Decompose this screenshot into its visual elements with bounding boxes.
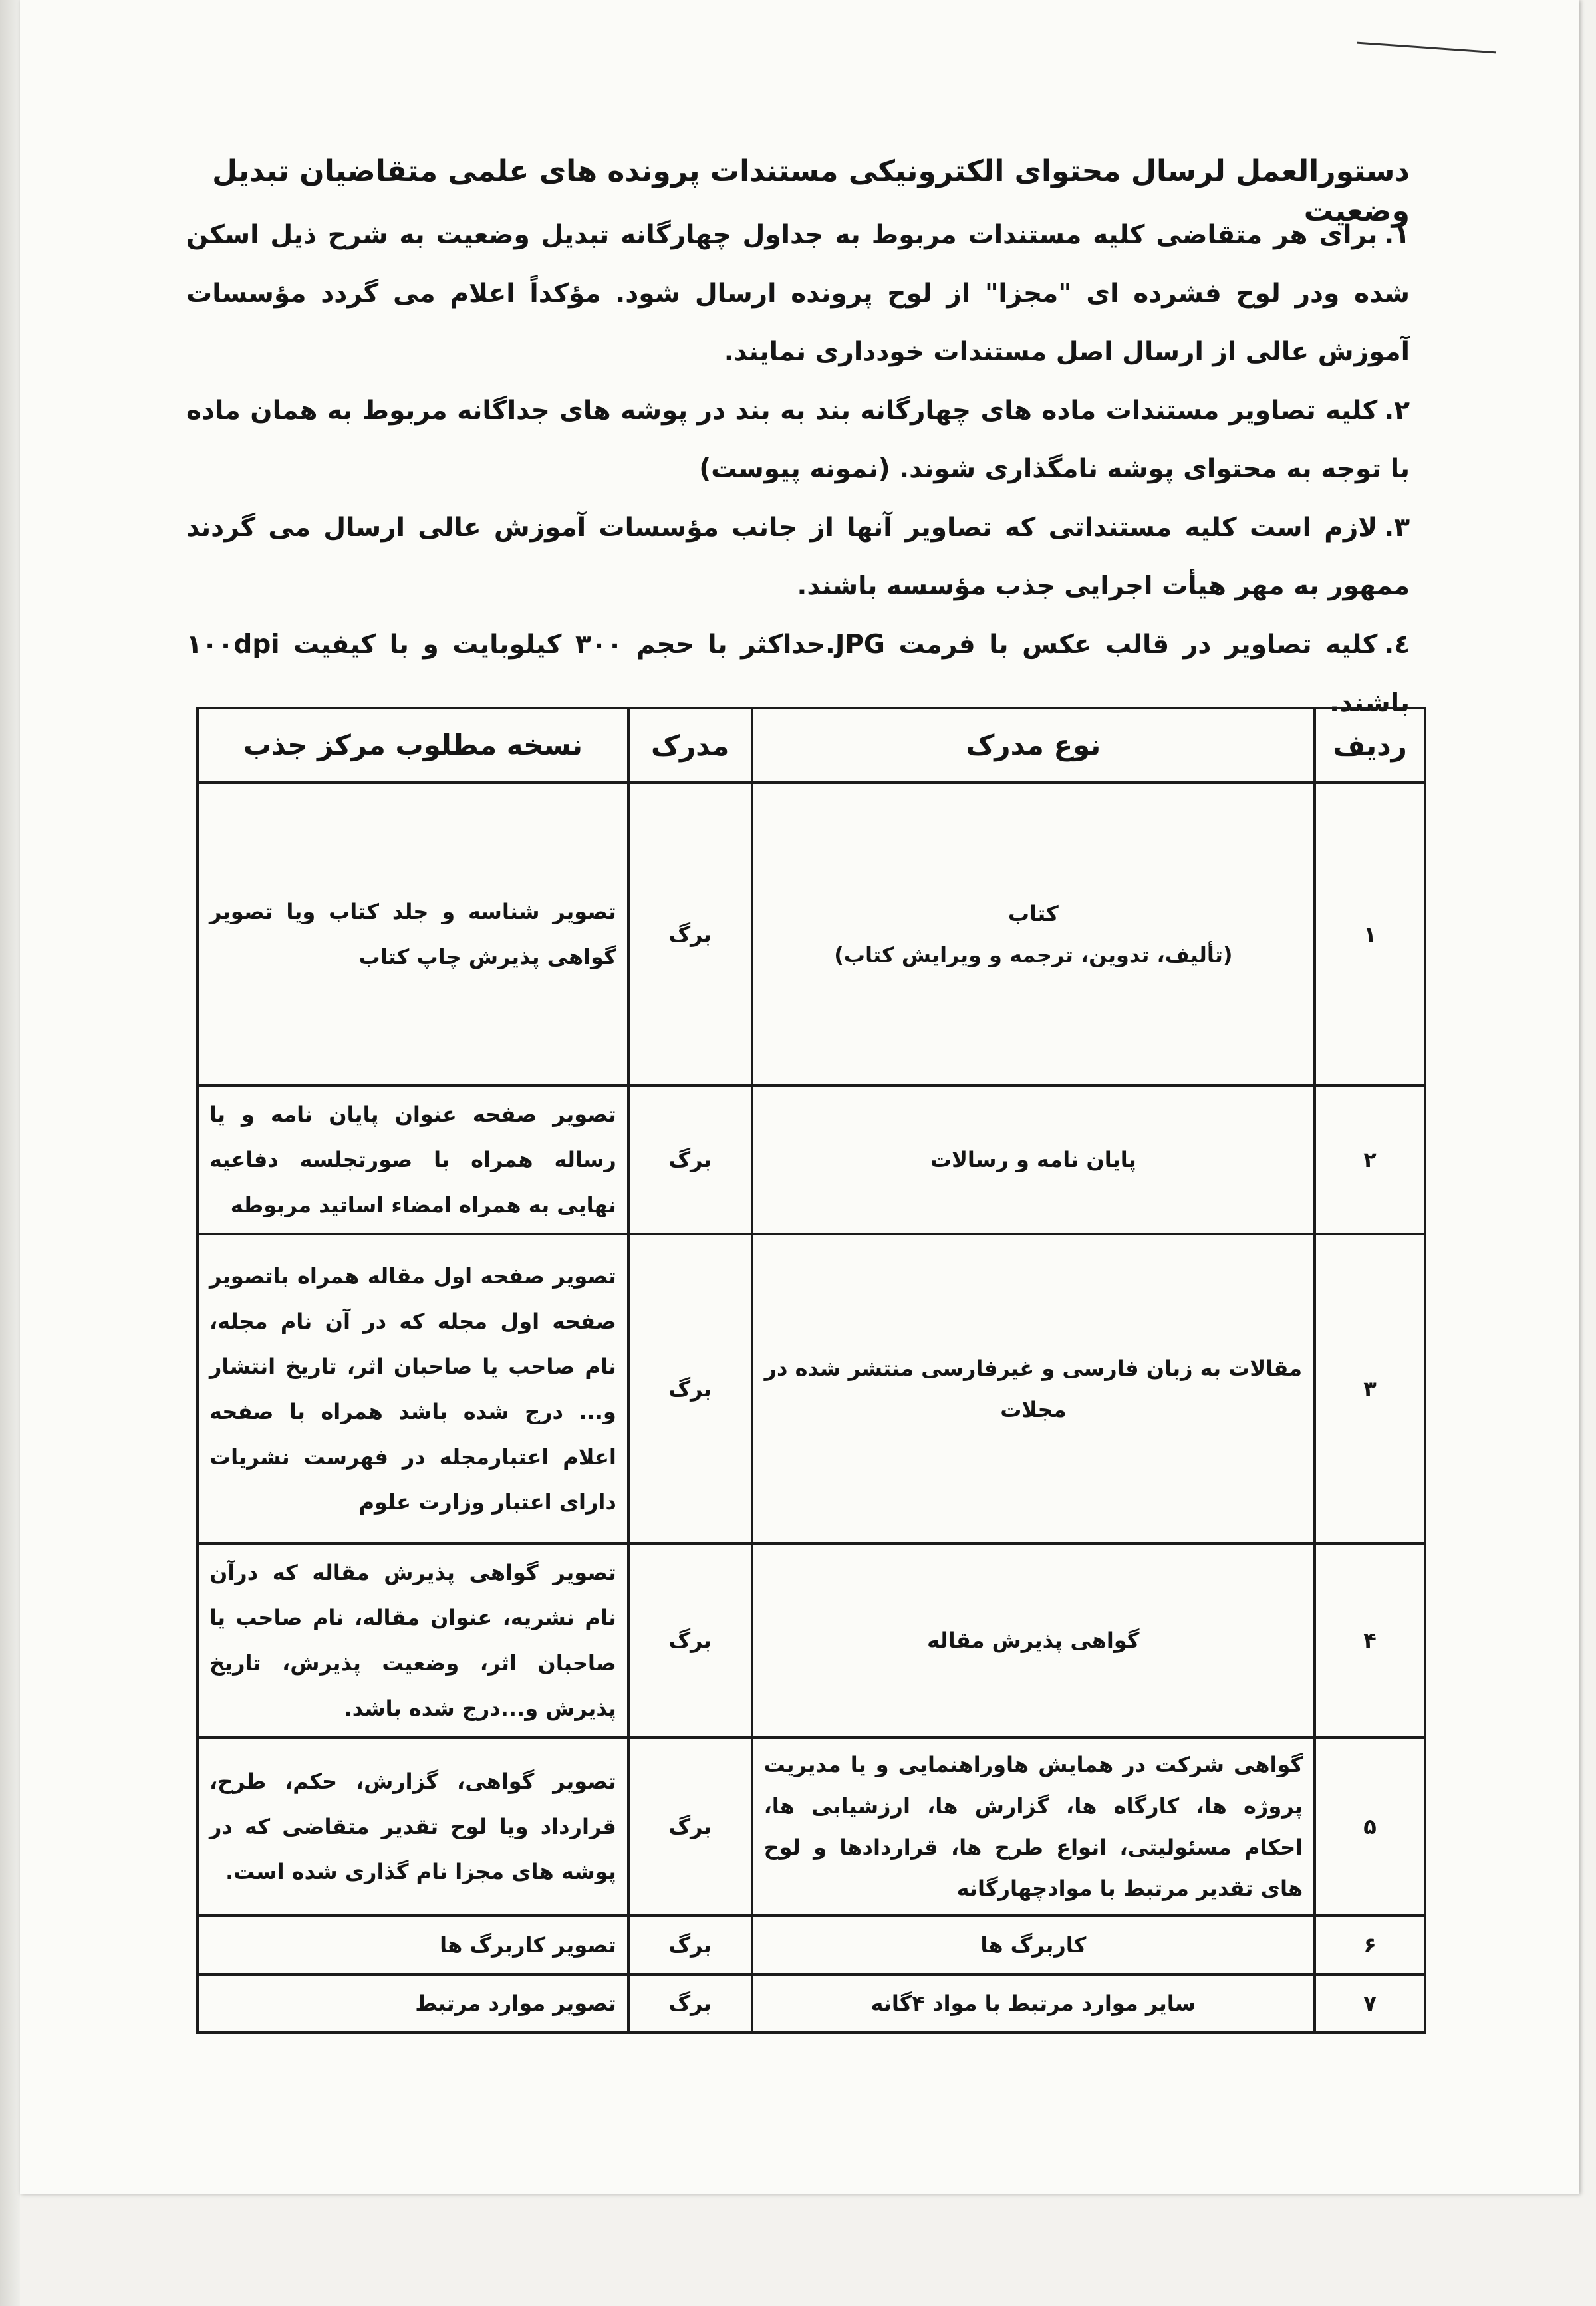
required-copy: تصویر کاربرگ ها [198,1916,628,1974]
document-format: برگ [628,783,752,1085]
table-row [198,1543,1425,1737]
document-title: دستورالعمل لرسال محتوای الکترونیکی مستندات پرونده های علمی متقاضیان تبدیل وضعیت [212,154,1410,228]
instruction-number: ۱. [1384,220,1410,250]
row-number: ۶ [1315,1916,1425,1974]
table-row [198,1974,1425,2033]
document-type-label: کتاب [1007,900,1059,926]
required-copy: تصویر صفحه اول مقاله همراه باتصویر صفحه اول مجله که در آن نام مجله، نام صاحب یا صاحبان اثر، تاریخ انتشار و... درج شده باشد همراه با صفحه اعلام اعتبارمجله در فهرست نشریات دارای اعتبار وزارت علوم [198,1234,628,1543]
instruction-text: لازم است کلیه مستنداتی که تصاویر آنها از جانب مؤسسات آموزش عالی ارسال می گردند ممهور به مهر هیأت اجرایی جذب مؤسسه باشند. [186,513,1410,601]
row-number: ۷ [1315,1974,1425,2033]
row-number: ۲ [1315,1085,1425,1234]
instruction-item-2 [186,382,1410,499]
instruction-text: کلیه تصاویر در قالب عکس با فرمت JPG.حداکثر با حجم ۳۰۰ کیلوبایت و با کیفیت ۱۰۰dpi باشند. [186,630,1410,718]
header-document-type: نوع مدرک [752,708,1315,783]
required-copy: تصویر گواهی پذیرش مقاله که درآن نام نشریه، عنوان مقاله، نام صاحب یا صاحبان اثر، وضعیت پذیرش، تاریخ پذیرش و...درج شده باشد. [198,1543,628,1737]
instruction-number: ٤. [1384,630,1410,660]
document-type: سایر موارد مرتبط با مواد ۴گانه [752,1974,1315,2033]
document-type-detail: (تألیف، تدوین، ترجمه و ویرایش کتاب) [834,942,1233,967]
document-format: برگ [628,1543,752,1737]
row-number: ۴ [1315,1543,1425,1737]
table-row [198,1085,1425,1234]
required-copy: تصویر شناسه و جلد کتاب ویا تصویر گواهی پذیرش چاپ کتاب [198,783,628,1085]
row-number: ۱ [1315,783,1425,1085]
document-type: پایان نامه و رسالات [752,1085,1315,1234]
document-type: گواهی پذیرش مقاله [752,1543,1315,1737]
scan-edge [0,0,20,2306]
document-type: کاربرگ ها [752,1916,1315,1974]
document-type: گواهی شرکت در همایش هاوراهنمایی و یا مدیریت پروژه ها، کارگاه ها، گزارش ها، ارزشیابی ها، احکام مسئولیتی، انواع طرح ها، قراردادها و لوح های تقدیر مرتبط با موادچهارگانه [752,1737,1315,1916]
table-row [198,1234,1425,1543]
header-required-copy: نسخه مطلوب مرکز جذب [198,708,628,783]
table-header-row [198,708,1425,783]
header-document: مدرک [628,708,752,783]
document-type [752,783,1315,1085]
document-format: برگ [628,1085,752,1234]
instruction-number: ۳. [1384,513,1410,543]
instruction-number: ۲. [1384,396,1410,426]
document-type: مقالات به زبان فارسی و غیرفارسی منتشر شده در مجلات [752,1234,1315,1543]
required-copy: تصویر موارد مرتبط [198,1974,628,2033]
table-row [198,783,1425,1085]
instruction-item-1 [186,206,1410,382]
document-format: برگ [628,1234,752,1543]
required-copy: تصویر صفحه عنوان پایان نامه و یا رساله همراه با صورتجلسه دفاعیه نهایی به همراه امضاء اساتید مربوطه [198,1085,628,1234]
row-number: ۳ [1315,1234,1425,1543]
instruction-text: کلیه تصاویر مستندات ماده های چهارگانه بند به بند در پوشه های جداگانه مربوط به همان ماده با توجه به محتوای پوشه نامگذاری شوند. (نمونه پیوست) [186,396,1410,484]
header-row-number: ردیف [1315,708,1425,783]
table-row [198,1737,1425,1916]
table-row [198,1916,1425,1974]
instruction-item-3 [186,499,1410,616]
document-format: برگ [628,1916,752,1974]
row-number: ۵ [1315,1737,1425,1916]
document-format: برگ [628,1974,752,2033]
documents-table [196,707,1426,2034]
instruction-list [186,206,1410,733]
document-format: برگ [628,1737,752,1916]
instruction-text: برای هر متقاضی کلیه مستندات مربوط به جداول چهارگانه تبدیل وضعیت به شرح ذیل اسکن شده ودر لوح فشرده ای "مجزا" از لوح پرونده ارسال شود. مؤکداً اعلام می گردد مؤسسات آموزش عالی از ارسال اصل مستندات خودداری نمایند. [186,220,1410,367]
required-copy: تصویر گواهی، گزارش، حکم، طرح، قرارداد ویا لوح تقدیر متقاضی که در پوشه های مجزا نام گذاری شده است. [198,1737,628,1916]
